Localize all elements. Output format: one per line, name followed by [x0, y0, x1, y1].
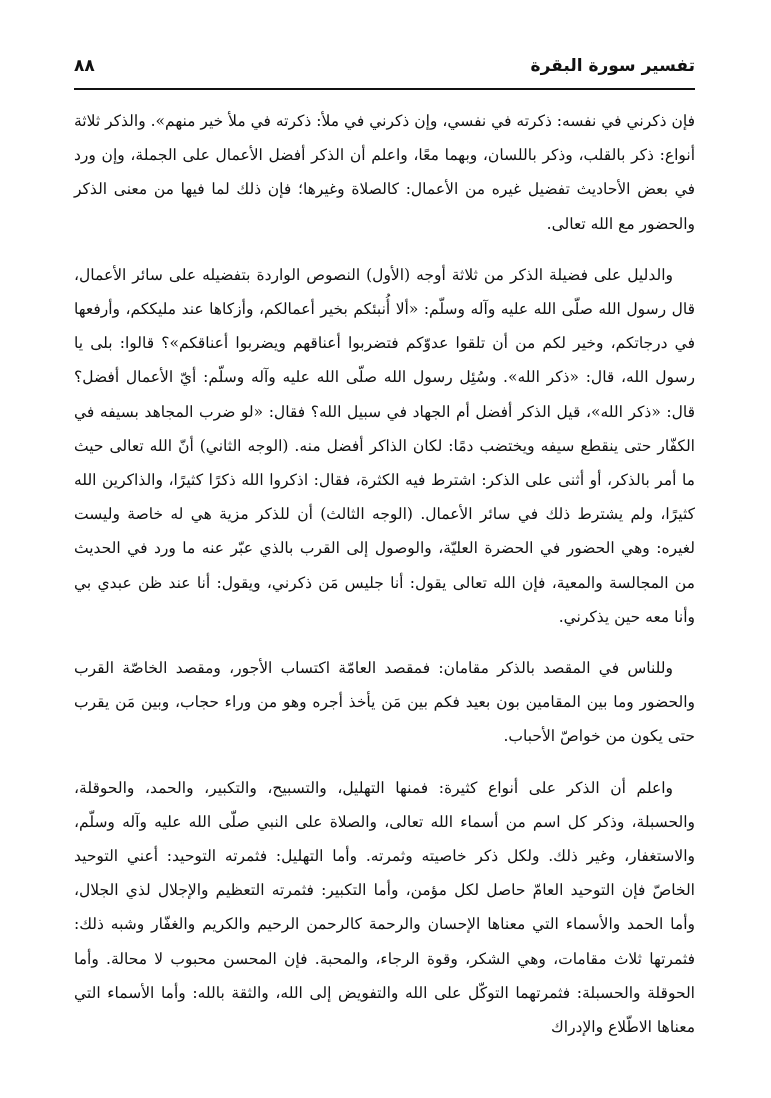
page-number: ٨٨ — [74, 56, 95, 76]
body-text — [74, 104, 695, 1061]
paragraph-2: والدليل على فضيلة الذكر من ثلاثة أوجه (الأول) النصوص الواردة بتفضيله على سائر الأعمال، قال رسول الله صلّى الله عليه وآله وسلّم: «ألا أُنبئكم بخير أعمالكم، وأزكاها عند مليككم، وأرفعها في درجاتكم، وخير لكم من أن تلقوا عدوّكم فتضربوا أعناقهم ويضربوا أعناقكم»؟ قالوا: بلى يا رسول الله، قال: «ذكر الله». وسُئِل رسول الله صلّى الله عليه وآله وسلّم: أيّ الأعمال أفضل؟ قال: «ذكر الله»، قيل الذكر أفضل أم الجهاد في سبيل الله؟ فقال: «لو ضرب المجاهد بسيفه في الكفّار حتى ينقطع سيفه ويختضب دمًا: لكان الذاكر أفضل منه. (الوجه الثاني) أنّ الله تعالى حيث ما أمر بالذكر، أو أثنى على الذكر: اشترط فيه الكثرة، فقال: اذكروا الله ذكرًا كثيرًا، والذاكرين الله كثيرًا، ولم يشترط ذلك في سائر الأعمال. (الوجه الثالث) أن للذكر مزية هي له خاصة وليست لغيره: وهي الحضور في الحضرة العليّة، والوصول إلى القرب بالذي عبّر عنه ما ورد في الحديث من المجالسة والمعية، فإن الله تعالى يقول: أنا جليس مَن ذكرني، ويقول: أنا عند ظن عبدي بي وأنا معه حين يذكرني. — [74, 265, 695, 626]
header-divider — [74, 88, 695, 90]
running-title: تفسير سورة البقرة — [530, 56, 695, 76]
paragraph-4: واعلم أن الذكر على أنواع كثيرة: فمنها التهليل، والتسبيح، والتكبير، والحمد، والحوقلة، والحسبلة، وذكر كل اسم من أسماء الله تعالى، والصلاة على النبي صلّى الله عليه وآله وسلّم، والاستغفار، وغير ذلك. ولكل ذكر خاصيته وثمرته. وأما التهليل: فثمرته التوحيد: أعني التوحيد الخاصّ فإن التوحيد العامّ حاصل لكل مؤمن، وأما التكبير: فثمرته التعظيم والإجلال لذي الجلال، وأما الحمد والأسماء التي معناها الإحسان والرحمة كالرحمن الرحيم والكريم والغفّار وشبه ذلك: فثمرتها ثلاث مقامات، وهي الشكر، وقوة الرجاء، والمحبة. فإن المحسن محبوب لا محالة. وأما الحوقلة والحسبلة: فثمرتهما التوكّل على الله والتفويض إلى الله، والثقة بالله: وأما الأسماء التي معناها الاطّلاع والإدراك — [74, 778, 695, 1037]
paragraph-3: وللناس في المقصد بالذكر مقامان: فمقصد العامّة اكتساب الأجور، ومقصد الخاصّة القرب والحضور وما بين المقامين بون بعيد فكم بين مَن يأخذ أجره وهو من وراء حجاب، وبين مَن يقرب حتى يكون من خواصّ الأحباب. — [74, 659, 695, 746]
paragraph-1: فإن ذكرني في نفسه: ذكرته في نفسي، وإن ذكرني في ملأ: ذكرته في ملأ خير منهم». والذكر ثلاثة أنواع: ذكر بالقلب، وذكر باللسان، وبهما معًا، واعلم أن الذكر أفضل الأعمال على الجملة، وإن ورد في بعض الأحاديث تفضيل غيره من الأعمال: كالصلاة وغيرها؛ فإن ذلك لما فيها من معنى الذكر والحضور مع الله تعالى. — [74, 112, 695, 233]
page-header — [74, 54, 695, 84]
